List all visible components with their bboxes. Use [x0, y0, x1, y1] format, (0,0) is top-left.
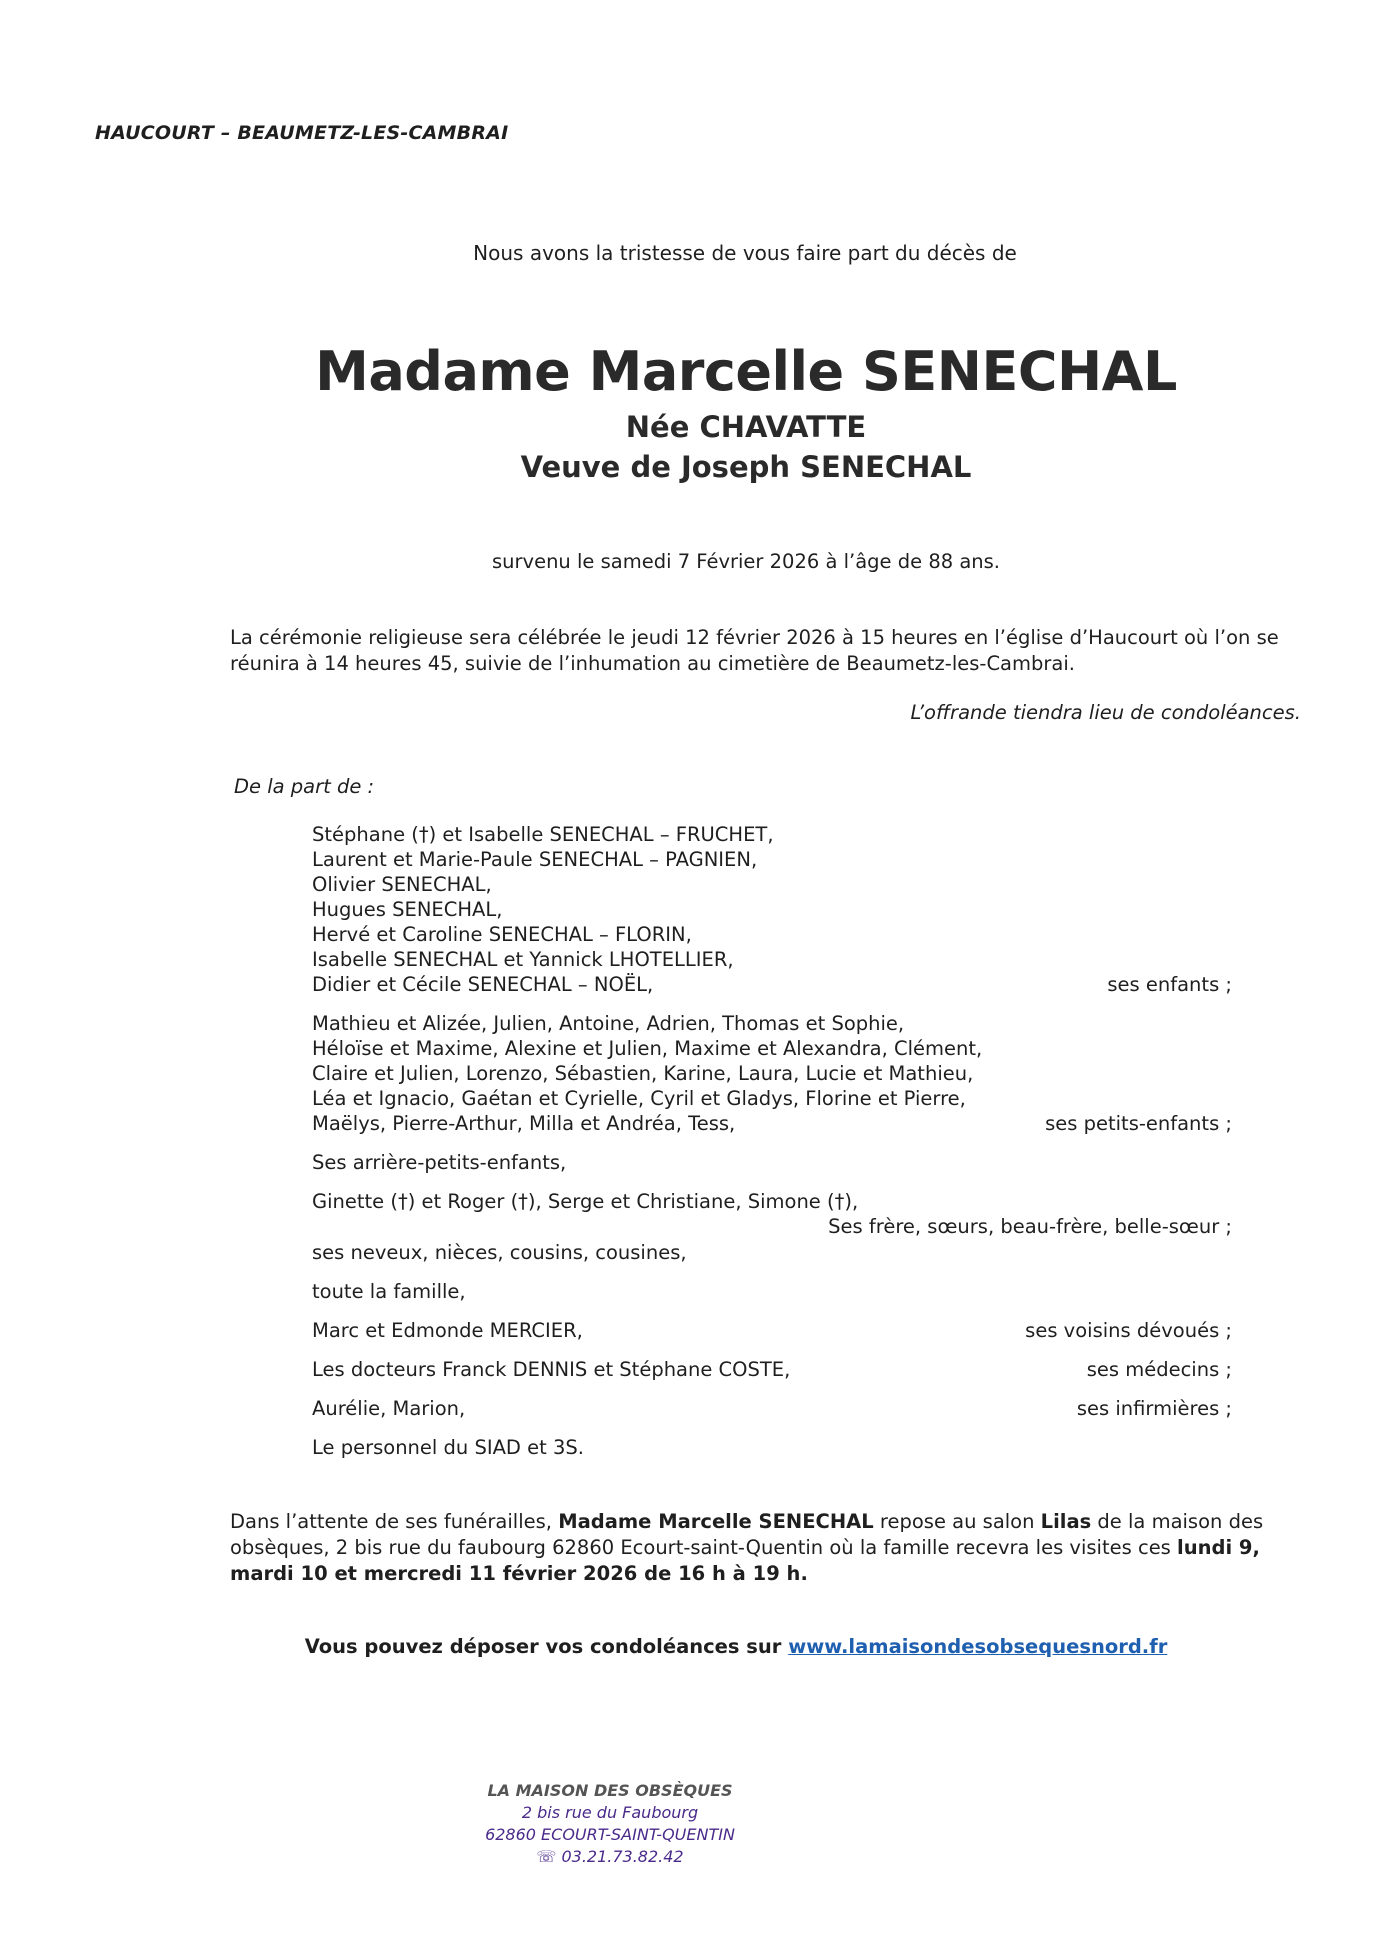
list-item: Claire et Julien, Lorenzo, Sébastien, Karine, Laura, Lucie et Mathieu, — [312, 1062, 974, 1085]
list-item: Héloïse et Maxime, Alexine et Julien, Maxime et Alexandra, Clément, — [312, 1037, 983, 1060]
offrande-text: L’offrande tiendra lieu de condoléances. — [910, 701, 1301, 724]
relation-label-medecins: ses médecins ; — [1086, 1358, 1232, 1381]
intro-text: Nous avons la tristesse de vous faire part du décès de — [473, 241, 1017, 265]
list-item: Le personnel du SIAD et 3S. — [312, 1436, 584, 1459]
relation-label-petits-enfants: ses petits-enfants ; — [1045, 1112, 1232, 1135]
deceased-name: Madame Marcelle SENECHAL — [315, 340, 1177, 403]
relation-label-voisins: ses voisins dévoués ; — [1025, 1319, 1232, 1342]
footer-title: LA MAISON DES OBSÈQUES — [487, 1781, 733, 1800]
list-item: Léa et Ignacio, Gaétan et Cyrielle, Cyril et Gladys, Florine et Pierre, — [312, 1087, 966, 1110]
footer-street: 2 bis rue du Faubourg — [521, 1803, 699, 1822]
de-la-part-heading: De la part de : — [234, 775, 375, 798]
list-item: Marc et Edmonde MERCIER, — [312, 1319, 583, 1342]
relation-label-freres: Ses frère, sœurs, beau-frère, belle-sœur ; — [828, 1215, 1232, 1238]
condoleances-line: Vous pouvez déposer vos condoléances sur www.lamaisondesobsequesnord.fr — [304, 1635, 1168, 1658]
footer-phone: ☏ 03.21.73.82.42 — [536, 1847, 684, 1866]
list-item: Laurent et Marie-Paule SENECHAL – PAGNIEN, — [312, 848, 758, 871]
list-item: Mathieu et Alizée, Julien, Antoine, Adrien, Thomas et Sophie, — [312, 1012, 905, 1035]
list-item: Hervé et Caroline SENECHAL – FLORIN, — [312, 923, 692, 946]
relation-label-enfants: ses enfants ; — [1107, 973, 1232, 996]
list-item: Aurélie, Marion, — [312, 1397, 466, 1420]
list-item: Ginette (†) et Roger (†), Serge et Christiane, Simone (†), — [312, 1190, 859, 1213]
maiden-name: Née CHAVATTE — [625, 410, 867, 444]
list-item: Ses arrière-petits-enfants, — [312, 1151, 567, 1174]
ceremony-text: La cérémonie religieuse sera célébrée le jeudi 12 février 2026 à 15 heures en l’église d’Haucourt où l’on se réunira à 14 heures 45, suivie de l’inhumation au cimetière de Beaumetz-les-Cambrai. — [230, 626, 1279, 675]
list-item: Didier et Cécile SENECHAL – NOËL, — [312, 973, 654, 996]
list-item: Stéphane (†) et Isabelle SENECHAL – FRUCHET, — [312, 823, 774, 846]
list-item: Olivier SENECHAL, — [312, 873, 492, 896]
list-item: Hugues SENECHAL, — [312, 898, 503, 921]
relation-label-infirmieres: ses infirmières ; — [1076, 1397, 1232, 1420]
death-date: survenu le samedi 7 Février 2026 à l’âge de 88 ans. — [492, 550, 1000, 573]
condoleances-link[interactable]: www.lamaisondesobsequesnord.fr — [788, 1635, 1168, 1658]
widow-of: Veuve de Joseph SENECHAL — [520, 450, 972, 484]
list-item: Les docteurs Franck DENNIS et Stéphane COSTE, — [312, 1358, 791, 1381]
funerailles-text: Dans l’attente de ses funérailles, Madame Marcelle SENECHAL repose au salon Lilas de la maison des obsèques, 2 bis rue du faubourg 62860 Ecourt-saint-Quentin où la famille recevra les visites ces lundi 9, mardi 10 et mercredi 11 février 2026 de 16 h à 19 h. — [230, 1510, 1264, 1585]
header-location: HAUCOURT – BEAUMETZ-LES-CAMBRAI — [95, 122, 509, 144]
list-item: toute la famille, — [312, 1280, 466, 1303]
list-item: Isabelle SENECHAL et Yannick LHOTELLIER, — [312, 948, 734, 971]
footer-city: 62860 ECOURT-SAINT-QUENTIN — [485, 1825, 735, 1844]
list-item: ses neveux, nièces, cousins, cousines, — [312, 1241, 687, 1264]
list-item: Maëlys, Pierre-Arthur, Milla et Andréa, Tess, — [312, 1112, 736, 1135]
